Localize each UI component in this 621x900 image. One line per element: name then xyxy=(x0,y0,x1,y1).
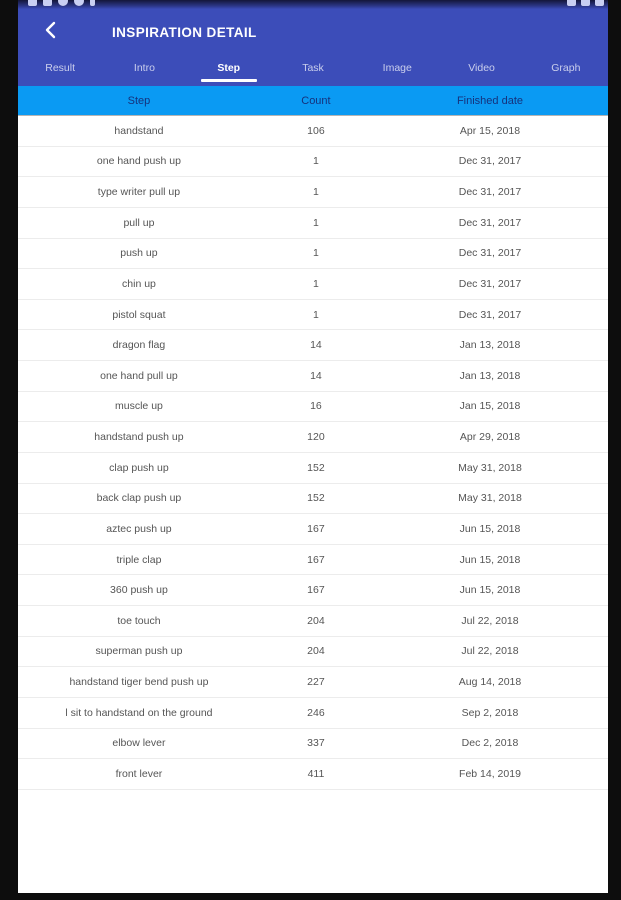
cell-step: type writer pull up xyxy=(97,186,181,199)
cell-date: May 31, 2018 xyxy=(458,461,522,474)
cell-step: triple clap xyxy=(116,553,162,566)
cell-count: 152 xyxy=(307,461,325,474)
cell-count: 411 xyxy=(307,767,325,780)
cell-count: 14 xyxy=(310,339,322,352)
cell-step: push up xyxy=(120,247,158,260)
cell-date: Jun 15, 2018 xyxy=(459,584,521,597)
cell-step: one hand pull up xyxy=(100,369,178,382)
cell-count: 1 xyxy=(313,216,319,229)
table-row[interactable] xyxy=(18,361,608,392)
cell-date: Dec 31, 2017 xyxy=(458,216,522,229)
table-row[interactable] xyxy=(18,269,608,300)
wifi-icon xyxy=(581,0,590,6)
cell-date: Apr 29, 2018 xyxy=(459,431,521,444)
table-row[interactable] xyxy=(18,484,608,515)
table-body xyxy=(18,116,608,790)
table-row[interactable] xyxy=(18,300,608,331)
table-row[interactable] xyxy=(18,667,608,698)
cell-date: Dec 31, 2017 xyxy=(458,277,522,290)
cell-count: 204 xyxy=(307,614,325,627)
cell-step: handstand tiger bend push up xyxy=(69,676,209,689)
cell-step: dragon flag xyxy=(112,339,166,352)
cell-date: Dec 2, 2018 xyxy=(461,737,519,750)
cell-count: 14 xyxy=(310,369,322,382)
cell-step: back clap push up xyxy=(96,492,182,505)
table-row[interactable] xyxy=(18,239,608,270)
cell-date: May 31, 2018 xyxy=(458,492,522,505)
cell-date: Feb 14, 2019 xyxy=(459,767,521,780)
chevron-left-icon xyxy=(44,21,56,44)
tab-graph[interactable]: Graph xyxy=(551,61,581,74)
cell-count: 246 xyxy=(307,706,325,719)
cell-step: front lever xyxy=(115,767,163,780)
app-screen xyxy=(18,0,608,893)
table-row[interactable] xyxy=(18,208,608,239)
cell-date: Sep 2, 2018 xyxy=(461,706,519,719)
table-row[interactable] xyxy=(18,514,608,545)
tab-intro[interactable]: Intro xyxy=(133,61,155,74)
signal-icon xyxy=(567,0,576,6)
status-bar xyxy=(18,0,608,9)
column-header-step[interactable]: Step xyxy=(127,94,151,107)
cell-count: 1 xyxy=(313,277,319,290)
cell-count: 167 xyxy=(307,553,325,566)
tab-video[interactable]: Video xyxy=(468,61,495,74)
table-row[interactable] xyxy=(18,729,608,760)
table-row[interactable] xyxy=(18,392,608,423)
cell-date: Jun 15, 2018 xyxy=(459,553,521,566)
table-row[interactable] xyxy=(18,545,608,576)
cell-count: 106 xyxy=(307,124,325,137)
cell-count: 120 xyxy=(307,431,325,444)
cell-date: Jul 22, 2018 xyxy=(461,614,519,627)
screenshot-icon xyxy=(43,0,52,6)
cell-date: Jan 15, 2018 xyxy=(459,400,521,413)
table-row[interactable] xyxy=(18,422,608,453)
cell-date: Apr 15, 2018 xyxy=(459,124,521,137)
selected-tab-indicator xyxy=(201,79,257,82)
cell-count: 16 xyxy=(310,400,322,413)
table-row[interactable] xyxy=(18,637,608,668)
cell-step: superman push up xyxy=(95,645,183,658)
cell-date: Jan 13, 2018 xyxy=(459,339,521,352)
tab-bar xyxy=(18,55,608,86)
app-bar xyxy=(18,9,608,55)
dot-icon xyxy=(90,0,95,6)
table-row[interactable] xyxy=(18,116,608,147)
cell-count: 1 xyxy=(313,155,319,168)
tab-result[interactable]: Result xyxy=(45,61,76,74)
cell-count: 152 xyxy=(307,492,325,505)
table-row[interactable] xyxy=(18,759,608,790)
battery-icon xyxy=(595,0,604,6)
cell-count: 167 xyxy=(307,522,325,535)
tab-step[interactable]: Step xyxy=(217,61,241,74)
table-row[interactable] xyxy=(18,575,608,606)
cell-step: one hand push up xyxy=(96,155,181,168)
cell-date: Jun 15, 2018 xyxy=(459,522,521,535)
cell-step: toe touch xyxy=(117,614,161,627)
cell-count: 204 xyxy=(307,645,325,658)
column-header-finished-date[interactable]: Finished date xyxy=(456,94,523,107)
cell-step: elbow lever xyxy=(112,737,166,750)
table-row[interactable] xyxy=(18,177,608,208)
cell-count: 1 xyxy=(313,308,319,321)
cell-date: Dec 31, 2017 xyxy=(458,155,522,168)
cell-count: 1 xyxy=(313,186,319,199)
table-header xyxy=(18,86,608,116)
back-button[interactable] xyxy=(40,22,60,42)
cell-date: Jan 13, 2018 xyxy=(459,369,521,382)
circle-icon xyxy=(74,0,84,6)
page-title: INSPIRATION DETAIL xyxy=(112,24,257,40)
table-row[interactable] xyxy=(18,698,608,729)
circle-icon xyxy=(58,0,68,6)
tab-image[interactable]: Image xyxy=(382,61,412,74)
cell-step: pistol squat xyxy=(112,308,166,321)
cell-step: clap push up xyxy=(109,461,169,474)
cell-step: aztec push up xyxy=(106,522,172,535)
status-icons-left xyxy=(28,0,95,6)
cell-step: handstand push up xyxy=(94,431,184,444)
table-row[interactable] xyxy=(18,606,608,637)
cell-date: Dec 31, 2017 xyxy=(458,247,522,260)
column-header-count[interactable]: Count xyxy=(301,94,331,107)
cell-step: handstand xyxy=(114,124,164,137)
cell-step: 360 push up xyxy=(110,584,168,597)
cell-date: Dec 31, 2017 xyxy=(458,186,522,199)
status-icons-right xyxy=(567,0,604,6)
cell-date: Dec 31, 2017 xyxy=(458,308,522,321)
cell-step: pull up xyxy=(123,216,155,229)
cell-date: Aug 14, 2018 xyxy=(458,676,522,689)
table-row[interactable] xyxy=(18,147,608,178)
cell-count: 337 xyxy=(307,737,325,750)
cell-step: chin up xyxy=(122,277,156,290)
cell-step: muscle up xyxy=(115,400,163,413)
table-row[interactable] xyxy=(18,453,608,484)
cell-step: l sit to handstand on the ground xyxy=(65,706,213,719)
cell-date: Jul 22, 2018 xyxy=(461,645,519,658)
cell-count: 1 xyxy=(313,247,319,260)
cell-count: 167 xyxy=(307,584,325,597)
stats-icon xyxy=(28,0,37,6)
cell-count: 227 xyxy=(307,676,325,689)
table-row[interactable] xyxy=(18,330,608,361)
tab-task[interactable]: Task xyxy=(302,61,324,74)
